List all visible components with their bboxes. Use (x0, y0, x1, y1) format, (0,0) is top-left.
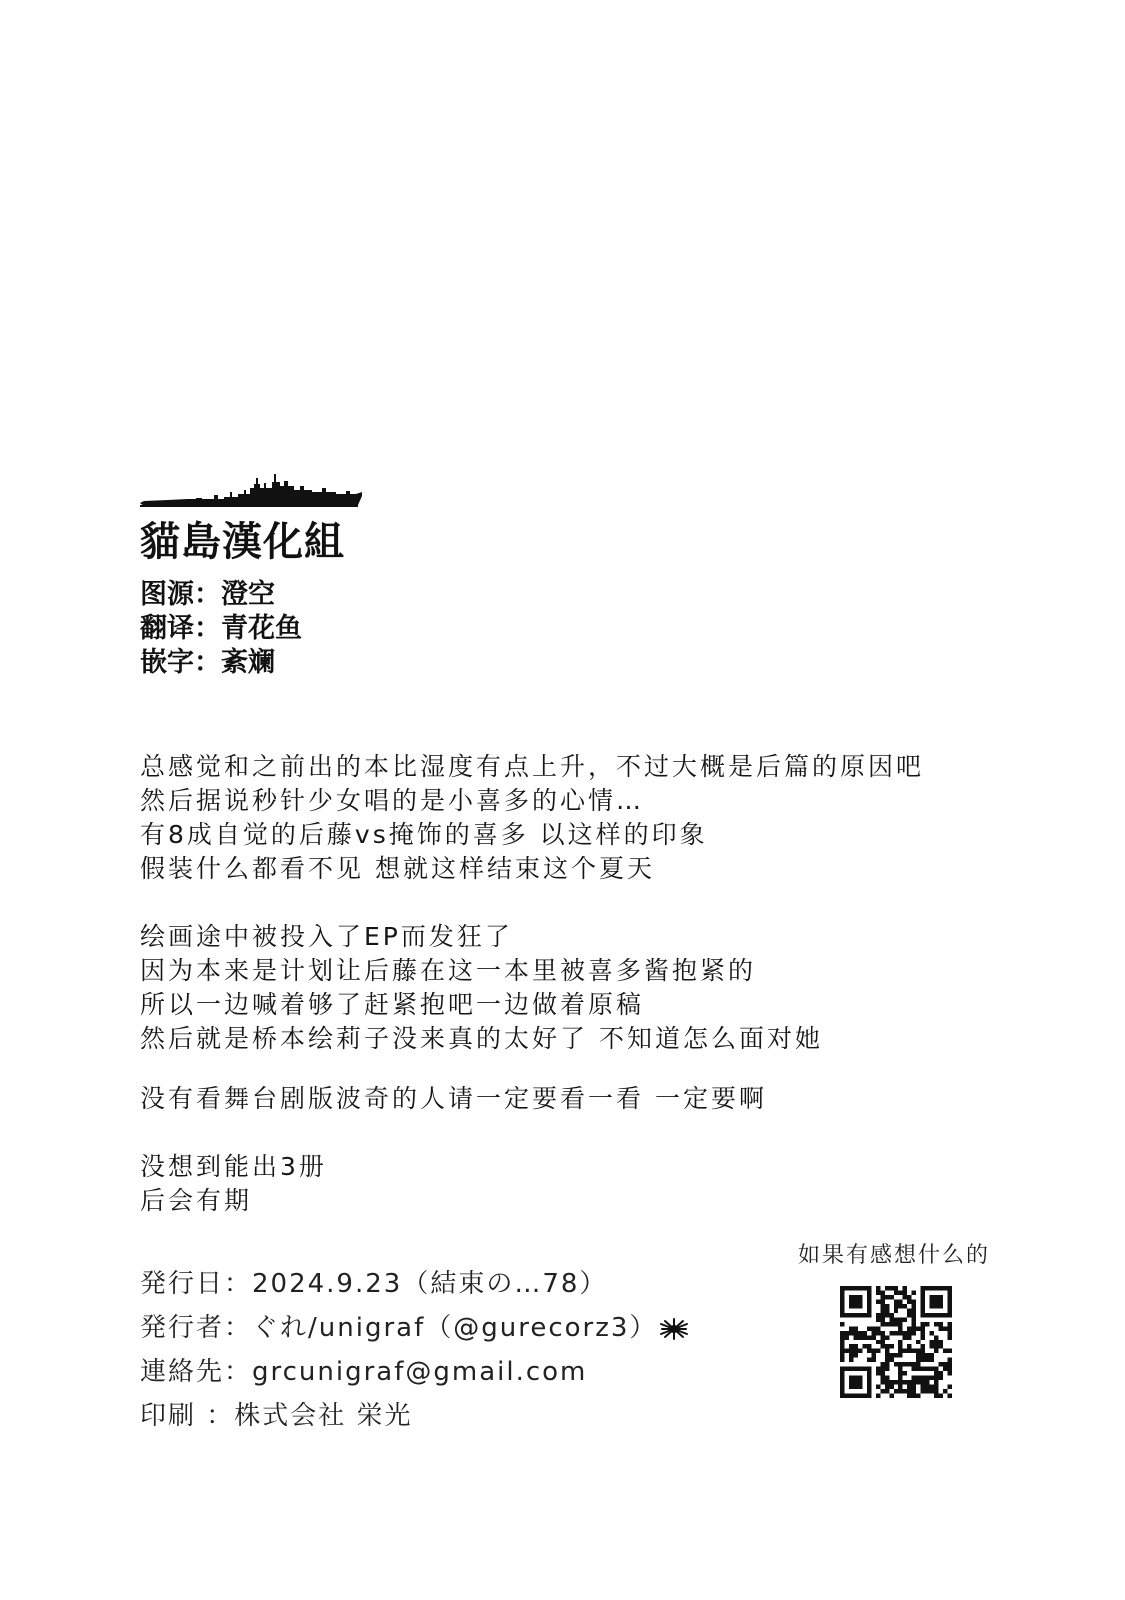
afterword-paragraph (140, 920, 823, 1056)
afterword-line: 然后据说秒针少女唱的是小喜多的心情… (140, 786, 645, 815)
credit-row-source (140, 578, 275, 612)
afterword-line: 有8成自觉的后藤vs掩饰的喜多 以这样的印象 (140, 820, 708, 849)
afterword-line: 假装什么都看不见 想就这样结束这个夏天 (140, 854, 655, 883)
credit-label: 图源： (140, 579, 221, 610)
credit-row-translation (140, 612, 302, 646)
scribble-star-icon (659, 1317, 689, 1341)
afterword-line: 所以一边喊着够了赶紧抱吧一边做着原稿 (140, 990, 645, 1019)
afterword-line: 后会有期 (140, 1186, 253, 1215)
afterword-line: 总感觉和之前出的本比湿度有点上升，不过大概是后篇的原因吧 (140, 752, 925, 781)
credit-value: 青花鱼 (221, 613, 302, 644)
printer: 印刷 ：株式会社 栄光 (140, 1401, 413, 1431)
afterword-line: 绘画途中被投入了EP而发狂了 (140, 922, 513, 951)
credit-label: 嵌字： (140, 647, 221, 678)
qr-code-icon[interactable] (840, 1286, 952, 1398)
publisher: 発行者：ぐれ/unigraf（@gurecorz3） (140, 1313, 658, 1343)
group-name: 貓島漢化組 (140, 518, 345, 565)
colophon (140, 1262, 689, 1438)
credit-value: 紊斓 (221, 647, 275, 678)
afterword-line: 因为本来是计划让后藤在这一本里被喜多酱抱紧的 (140, 956, 757, 985)
afterword-paragraph (140, 1082, 767, 1116)
afterword-line: 没有看舞台剧版波奇的人请一定要看一看 一定要啊 (140, 1084, 767, 1113)
afterword-line: 然后就是桥本绘莉子没来真的太好了 不知道怎么面对她 (140, 1024, 823, 1053)
afterword-paragraph (140, 1150, 327, 1218)
publisher-row (140, 1306, 689, 1350)
contact-email[interactable]: 連絡先：grcunigraf@gmail.com (140, 1357, 588, 1387)
issue-date: 発行日：2024.9.23（結束の…78） (140, 1269, 608, 1299)
credit-row-typesetting (140, 646, 275, 680)
afterword-paragraph (140, 750, 924, 886)
warship-silhouette-icon (140, 472, 362, 512)
credit-value: 澄空 (221, 579, 275, 610)
credit-label: 翻译： (140, 613, 221, 644)
afterword-line: 没想到能出3册 (140, 1152, 327, 1181)
qr-caption: 如果有感想什么的 (798, 1243, 991, 1268)
